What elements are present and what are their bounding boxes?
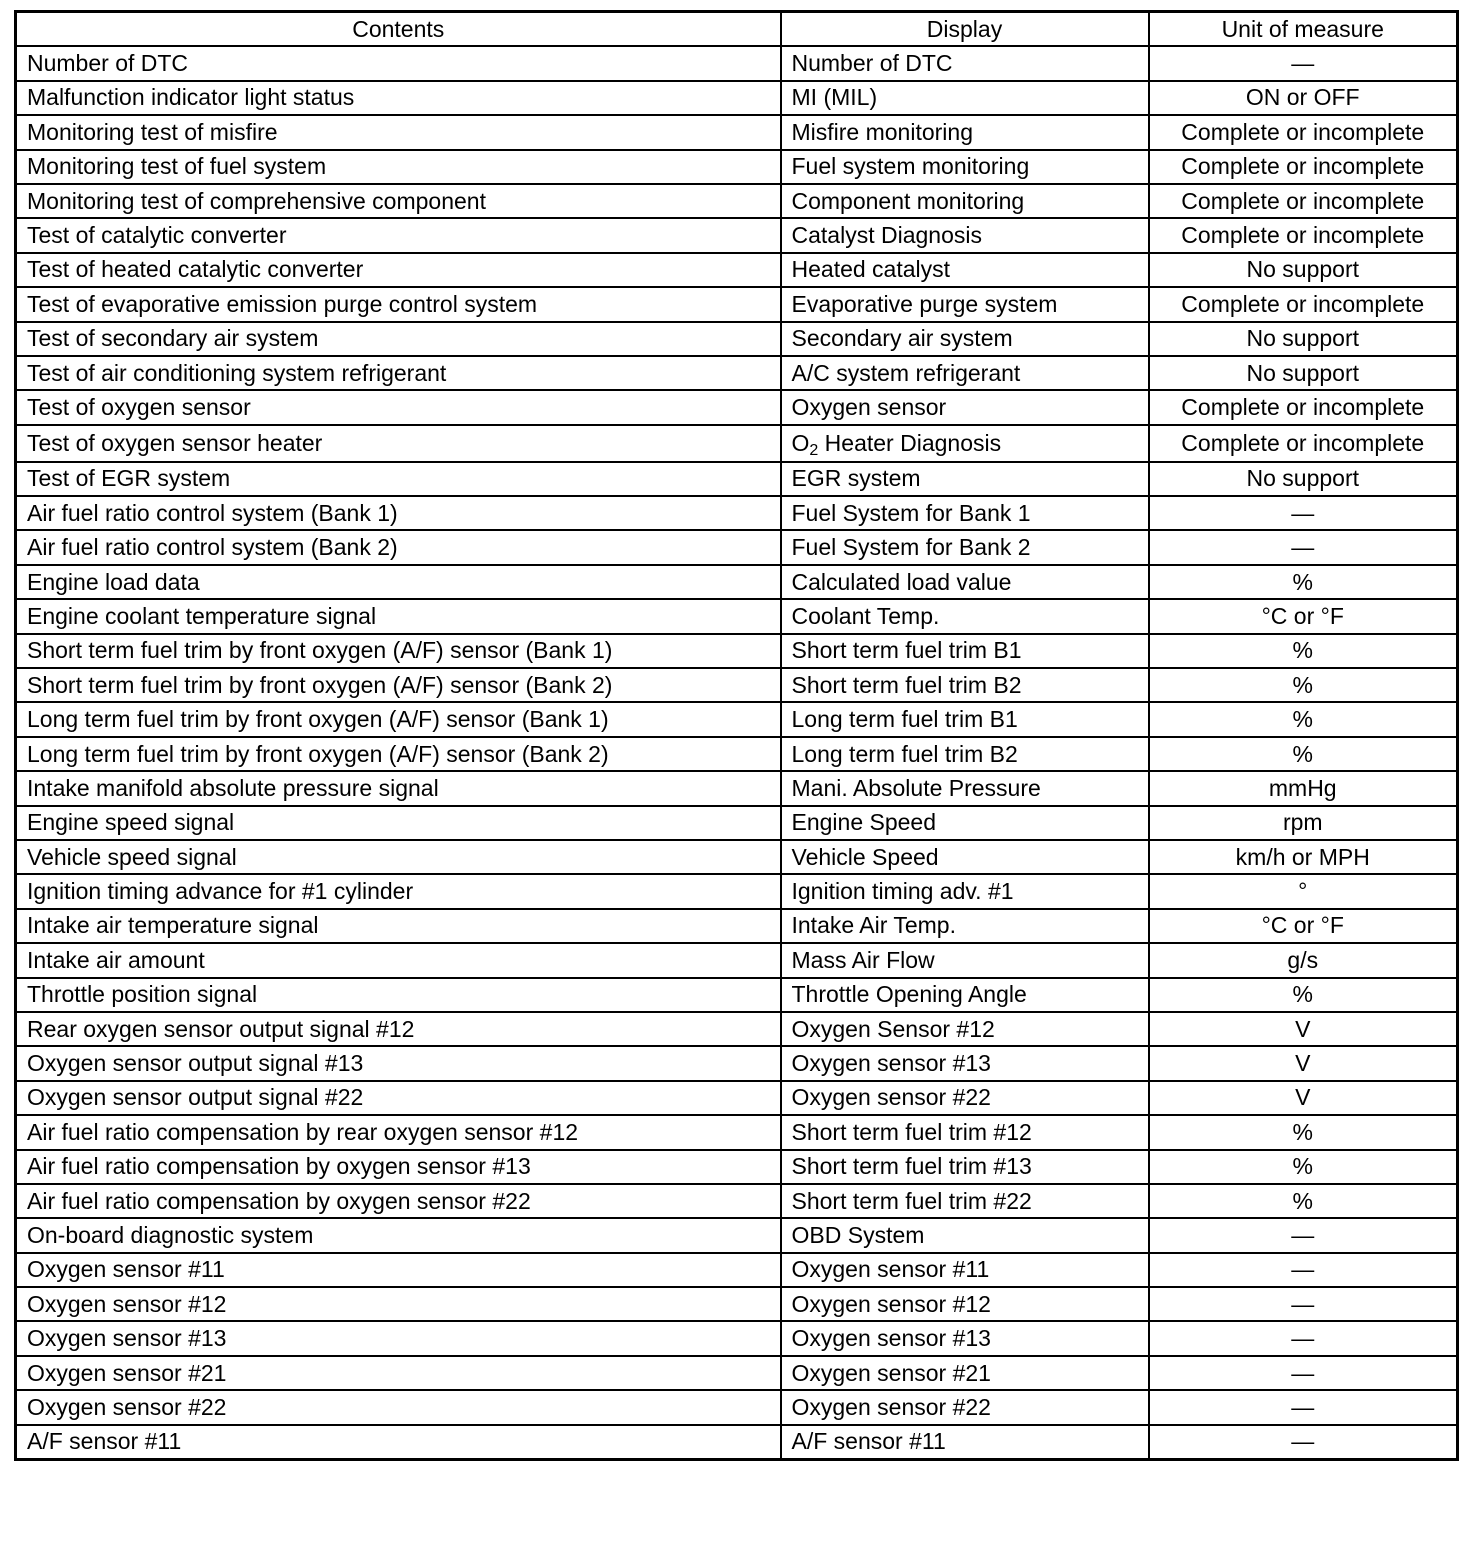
header-contents: Contents bbox=[16, 12, 781, 47]
cell-display: Mani. Absolute Pressure bbox=[781, 771, 1149, 805]
cell-unit: — bbox=[1149, 1356, 1458, 1390]
cell-display: Misfire monitoring bbox=[781, 115, 1149, 149]
cell-unit: % bbox=[1149, 702, 1458, 736]
cell-contents: Test of catalytic converter bbox=[16, 218, 781, 252]
cell-contents: Air fuel ratio compensation by oxygen sensor #22 bbox=[16, 1184, 781, 1218]
cell-unit: Complete or incomplete bbox=[1149, 287, 1458, 321]
table-row bbox=[16, 530, 1458, 564]
cell-display: EGR system bbox=[781, 462, 1149, 496]
table-row bbox=[16, 634, 1458, 668]
cell-contents: Rear oxygen sensor output signal #12 bbox=[16, 1012, 781, 1046]
cell-unit: mmHg bbox=[1149, 771, 1458, 805]
table-row bbox=[16, 1081, 1458, 1115]
cell-unit: Complete or incomplete bbox=[1149, 115, 1458, 149]
cell-contents: Short term fuel trim by front oxygen (A/F) sensor (Bank 1) bbox=[16, 634, 781, 668]
table-row bbox=[16, 425, 1458, 462]
cell-display: Secondary air system bbox=[781, 322, 1149, 356]
cell-display: Heated catalyst bbox=[781, 253, 1149, 287]
cell-contents: Oxygen sensor #13 bbox=[16, 1321, 781, 1355]
table-row bbox=[16, 806, 1458, 840]
cell-contents: Test of oxygen sensor bbox=[16, 390, 781, 424]
cell-display: Engine Speed bbox=[781, 806, 1149, 840]
cell-contents: Monitoring test of misfire bbox=[16, 115, 781, 149]
table-row bbox=[16, 1390, 1458, 1424]
table-row bbox=[16, 390, 1458, 424]
cell-unit: No support bbox=[1149, 253, 1458, 287]
cell-display: Long term fuel trim B2 bbox=[781, 737, 1149, 771]
cell-contents: A/F sensor #11 bbox=[16, 1425, 781, 1460]
cell-contents: Air fuel ratio control system (Bank 2) bbox=[16, 530, 781, 564]
cell-display: Oxygen sensor #13 bbox=[781, 1321, 1149, 1355]
cell-contents: Oxygen sensor #11 bbox=[16, 1253, 781, 1287]
cell-unit: % bbox=[1149, 1115, 1458, 1149]
cell-contents: Test of evaporative emission purge control system bbox=[16, 287, 781, 321]
table-body bbox=[16, 46, 1458, 1459]
cell-display: Oxygen sensor #11 bbox=[781, 1253, 1149, 1287]
table-row bbox=[16, 184, 1458, 218]
table-row bbox=[16, 599, 1458, 633]
display-suffix: Heater Diagnosis bbox=[818, 429, 1002, 456]
table-row bbox=[16, 218, 1458, 252]
cell-contents: Number of DTC bbox=[16, 46, 781, 80]
table-header-row bbox=[16, 12, 1458, 47]
header-unit: Unit of measure bbox=[1149, 12, 1458, 47]
cell-display: Oxygen sensor #22 bbox=[781, 1081, 1149, 1115]
cell-unit: Complete or incomplete bbox=[1149, 184, 1458, 218]
cell-contents: Short term fuel trim by front oxygen (A/F) sensor (Bank 2) bbox=[16, 668, 781, 702]
cell-contents: Oxygen sensor #21 bbox=[16, 1356, 781, 1390]
cell-display: Oxygen Sensor #12 bbox=[781, 1012, 1149, 1046]
cell-contents: Air fuel ratio control system (Bank 1) bbox=[16, 496, 781, 530]
cell-contents: Test of heated catalytic converter bbox=[16, 253, 781, 287]
cell-display: Oxygen sensor bbox=[781, 390, 1149, 424]
cell-unit: — bbox=[1149, 1287, 1458, 1321]
cell-contents: Oxygen sensor output signal #22 bbox=[16, 1081, 781, 1115]
cell-unit: Complete or incomplete bbox=[1149, 390, 1458, 424]
table-row bbox=[16, 1253, 1458, 1287]
cell-unit: % bbox=[1149, 668, 1458, 702]
cell-contents: Test of air conditioning system refrigerant bbox=[16, 356, 781, 390]
cell-contents: Oxygen sensor output signal #13 bbox=[16, 1046, 781, 1080]
cell-display: Short term fuel trim #22 bbox=[781, 1184, 1149, 1218]
cell-display: Component monitoring bbox=[781, 184, 1149, 218]
cell-unit: V bbox=[1149, 1012, 1458, 1046]
cell-display: Ignition timing adv. #1 bbox=[781, 874, 1149, 908]
cell-display: Evaporative purge system bbox=[781, 287, 1149, 321]
cell-contents: Oxygen sensor #22 bbox=[16, 1390, 781, 1424]
table-row bbox=[16, 462, 1458, 496]
cell-display: A/F sensor #11 bbox=[781, 1425, 1149, 1460]
cell-unit: % bbox=[1149, 1150, 1458, 1184]
cell-contents: Test of secondary air system bbox=[16, 322, 781, 356]
cell-contents: Air fuel ratio compensation by oxygen sensor #13 bbox=[16, 1150, 781, 1184]
table-row bbox=[16, 702, 1458, 736]
cell-unit: — bbox=[1149, 496, 1458, 530]
table-row bbox=[16, 943, 1458, 977]
table-row bbox=[16, 565, 1458, 599]
cell-contents: Monitoring test of fuel system bbox=[16, 150, 781, 184]
table-row bbox=[16, 771, 1458, 805]
cell-contents: Test of EGR system bbox=[16, 462, 781, 496]
cell-display: Vehicle Speed bbox=[781, 840, 1149, 874]
display-subscript: 2 bbox=[809, 441, 819, 459]
table-row bbox=[16, 1046, 1458, 1080]
cell-unit: Complete or incomplete bbox=[1149, 218, 1458, 252]
cell-display: Intake Air Temp. bbox=[781, 909, 1149, 943]
cell-display: Oxygen sensor #21 bbox=[781, 1356, 1149, 1390]
cell-contents: Engine coolant temperature signal bbox=[16, 599, 781, 633]
header-display: Display bbox=[781, 12, 1149, 47]
cell-display: Mass Air Flow bbox=[781, 943, 1149, 977]
cell-contents: Air fuel ratio compensation by rear oxygen sensor #12 bbox=[16, 1115, 781, 1149]
cell-contents: Intake air amount bbox=[16, 943, 781, 977]
cell-display: Short term fuel trim #13 bbox=[781, 1150, 1149, 1184]
cell-unit: No support bbox=[1149, 322, 1458, 356]
cell-unit: No support bbox=[1149, 356, 1458, 390]
cell-display: Throttle Opening Angle bbox=[781, 978, 1149, 1012]
cell-display: Fuel system monitoring bbox=[781, 150, 1149, 184]
table-row bbox=[16, 909, 1458, 943]
cell-display bbox=[781, 425, 1149, 462]
cell-unit: km/h or MPH bbox=[1149, 840, 1458, 874]
obd-data-table bbox=[14, 10, 1459, 1461]
cell-display: Number of DTC bbox=[781, 46, 1149, 80]
table-row bbox=[16, 1012, 1458, 1046]
cell-display: Oxygen sensor #12 bbox=[781, 1287, 1149, 1321]
cell-display: Calculated load value bbox=[781, 565, 1149, 599]
cell-display: A/C system refrigerant bbox=[781, 356, 1149, 390]
table-row bbox=[16, 840, 1458, 874]
cell-display: Short term fuel trim B1 bbox=[781, 634, 1149, 668]
cell-unit: % bbox=[1149, 737, 1458, 771]
cell-contents: Oxygen sensor #12 bbox=[16, 1287, 781, 1321]
cell-unit: ON or OFF bbox=[1149, 81, 1458, 115]
table-row bbox=[16, 1184, 1458, 1218]
cell-contents: Vehicle speed signal bbox=[16, 840, 781, 874]
cell-display: Fuel System for Bank 2 bbox=[781, 530, 1149, 564]
cell-display: Fuel System for Bank 1 bbox=[781, 496, 1149, 530]
table-row bbox=[16, 253, 1458, 287]
table-row bbox=[16, 668, 1458, 702]
cell-contents: Engine load data bbox=[16, 565, 781, 599]
cell-contents: Malfunction indicator light status bbox=[16, 81, 781, 115]
table-row bbox=[16, 322, 1458, 356]
cell-contents: Engine speed signal bbox=[16, 806, 781, 840]
cell-display: MI (MIL) bbox=[781, 81, 1149, 115]
table-row bbox=[16, 1321, 1458, 1355]
cell-unit: g/s bbox=[1149, 943, 1458, 977]
table-row bbox=[16, 287, 1458, 321]
table-row bbox=[16, 496, 1458, 530]
cell-unit: ° bbox=[1149, 874, 1458, 908]
cell-unit: — bbox=[1149, 46, 1458, 80]
cell-contents: Long term fuel trim by front oxygen (A/F) sensor (Bank 1) bbox=[16, 702, 781, 736]
cell-unit: — bbox=[1149, 1321, 1458, 1355]
cell-contents: On-board diagnostic system bbox=[16, 1218, 781, 1252]
table-row bbox=[16, 115, 1458, 149]
cell-unit: — bbox=[1149, 1253, 1458, 1287]
cell-contents: Intake manifold absolute pressure signal bbox=[16, 771, 781, 805]
cell-display: Oxygen sensor #22 bbox=[781, 1390, 1149, 1424]
cell-contents: Test of oxygen sensor heater bbox=[16, 425, 781, 462]
table-row bbox=[16, 737, 1458, 771]
cell-unit: °C or °F bbox=[1149, 909, 1458, 943]
table-row bbox=[16, 81, 1458, 115]
table-row bbox=[16, 356, 1458, 390]
cell-unit: % bbox=[1149, 978, 1458, 1012]
cell-contents: Long term fuel trim by front oxygen (A/F) sensor (Bank 2) bbox=[16, 737, 781, 771]
cell-display: Oxygen sensor #13 bbox=[781, 1046, 1149, 1080]
cell-display: Coolant Temp. bbox=[781, 599, 1149, 633]
table-row bbox=[16, 1150, 1458, 1184]
table-row bbox=[16, 1218, 1458, 1252]
cell-contents: Monitoring test of comprehensive component bbox=[16, 184, 781, 218]
cell-display: Short term fuel trim #12 bbox=[781, 1115, 1149, 1149]
table-row bbox=[16, 1115, 1458, 1149]
cell-unit: % bbox=[1149, 634, 1458, 668]
cell-unit: Complete or incomplete bbox=[1149, 425, 1458, 462]
table-row bbox=[16, 1425, 1458, 1460]
cell-unit: % bbox=[1149, 565, 1458, 599]
table-row bbox=[16, 46, 1458, 80]
cell-unit: No support bbox=[1149, 462, 1458, 496]
cell-unit: °C or °F bbox=[1149, 599, 1458, 633]
table-row bbox=[16, 874, 1458, 908]
cell-unit: % bbox=[1149, 1184, 1458, 1218]
cell-contents: Throttle position signal bbox=[16, 978, 781, 1012]
cell-display: OBD System bbox=[781, 1218, 1149, 1252]
cell-unit: — bbox=[1149, 1390, 1458, 1424]
cell-display: Long term fuel trim B1 bbox=[781, 702, 1149, 736]
cell-unit: — bbox=[1149, 1425, 1458, 1460]
cell-unit: V bbox=[1149, 1081, 1458, 1115]
table-row bbox=[16, 1287, 1458, 1321]
display-prefix: O bbox=[791, 429, 810, 456]
cell-unit: V bbox=[1149, 1046, 1458, 1080]
cell-unit: Complete or incomplete bbox=[1149, 150, 1458, 184]
cell-contents: Ignition timing advance for #1 cylinder bbox=[16, 874, 781, 908]
cell-unit: rpm bbox=[1149, 806, 1458, 840]
cell-unit: — bbox=[1149, 1218, 1458, 1252]
cell-display: Catalyst Diagnosis bbox=[781, 218, 1149, 252]
table-row bbox=[16, 150, 1458, 184]
cell-unit: — bbox=[1149, 530, 1458, 564]
cell-contents: Intake air temperature signal bbox=[16, 909, 781, 943]
cell-display: Short term fuel trim B2 bbox=[781, 668, 1149, 702]
table-row bbox=[16, 1356, 1458, 1390]
table-row bbox=[16, 978, 1458, 1012]
